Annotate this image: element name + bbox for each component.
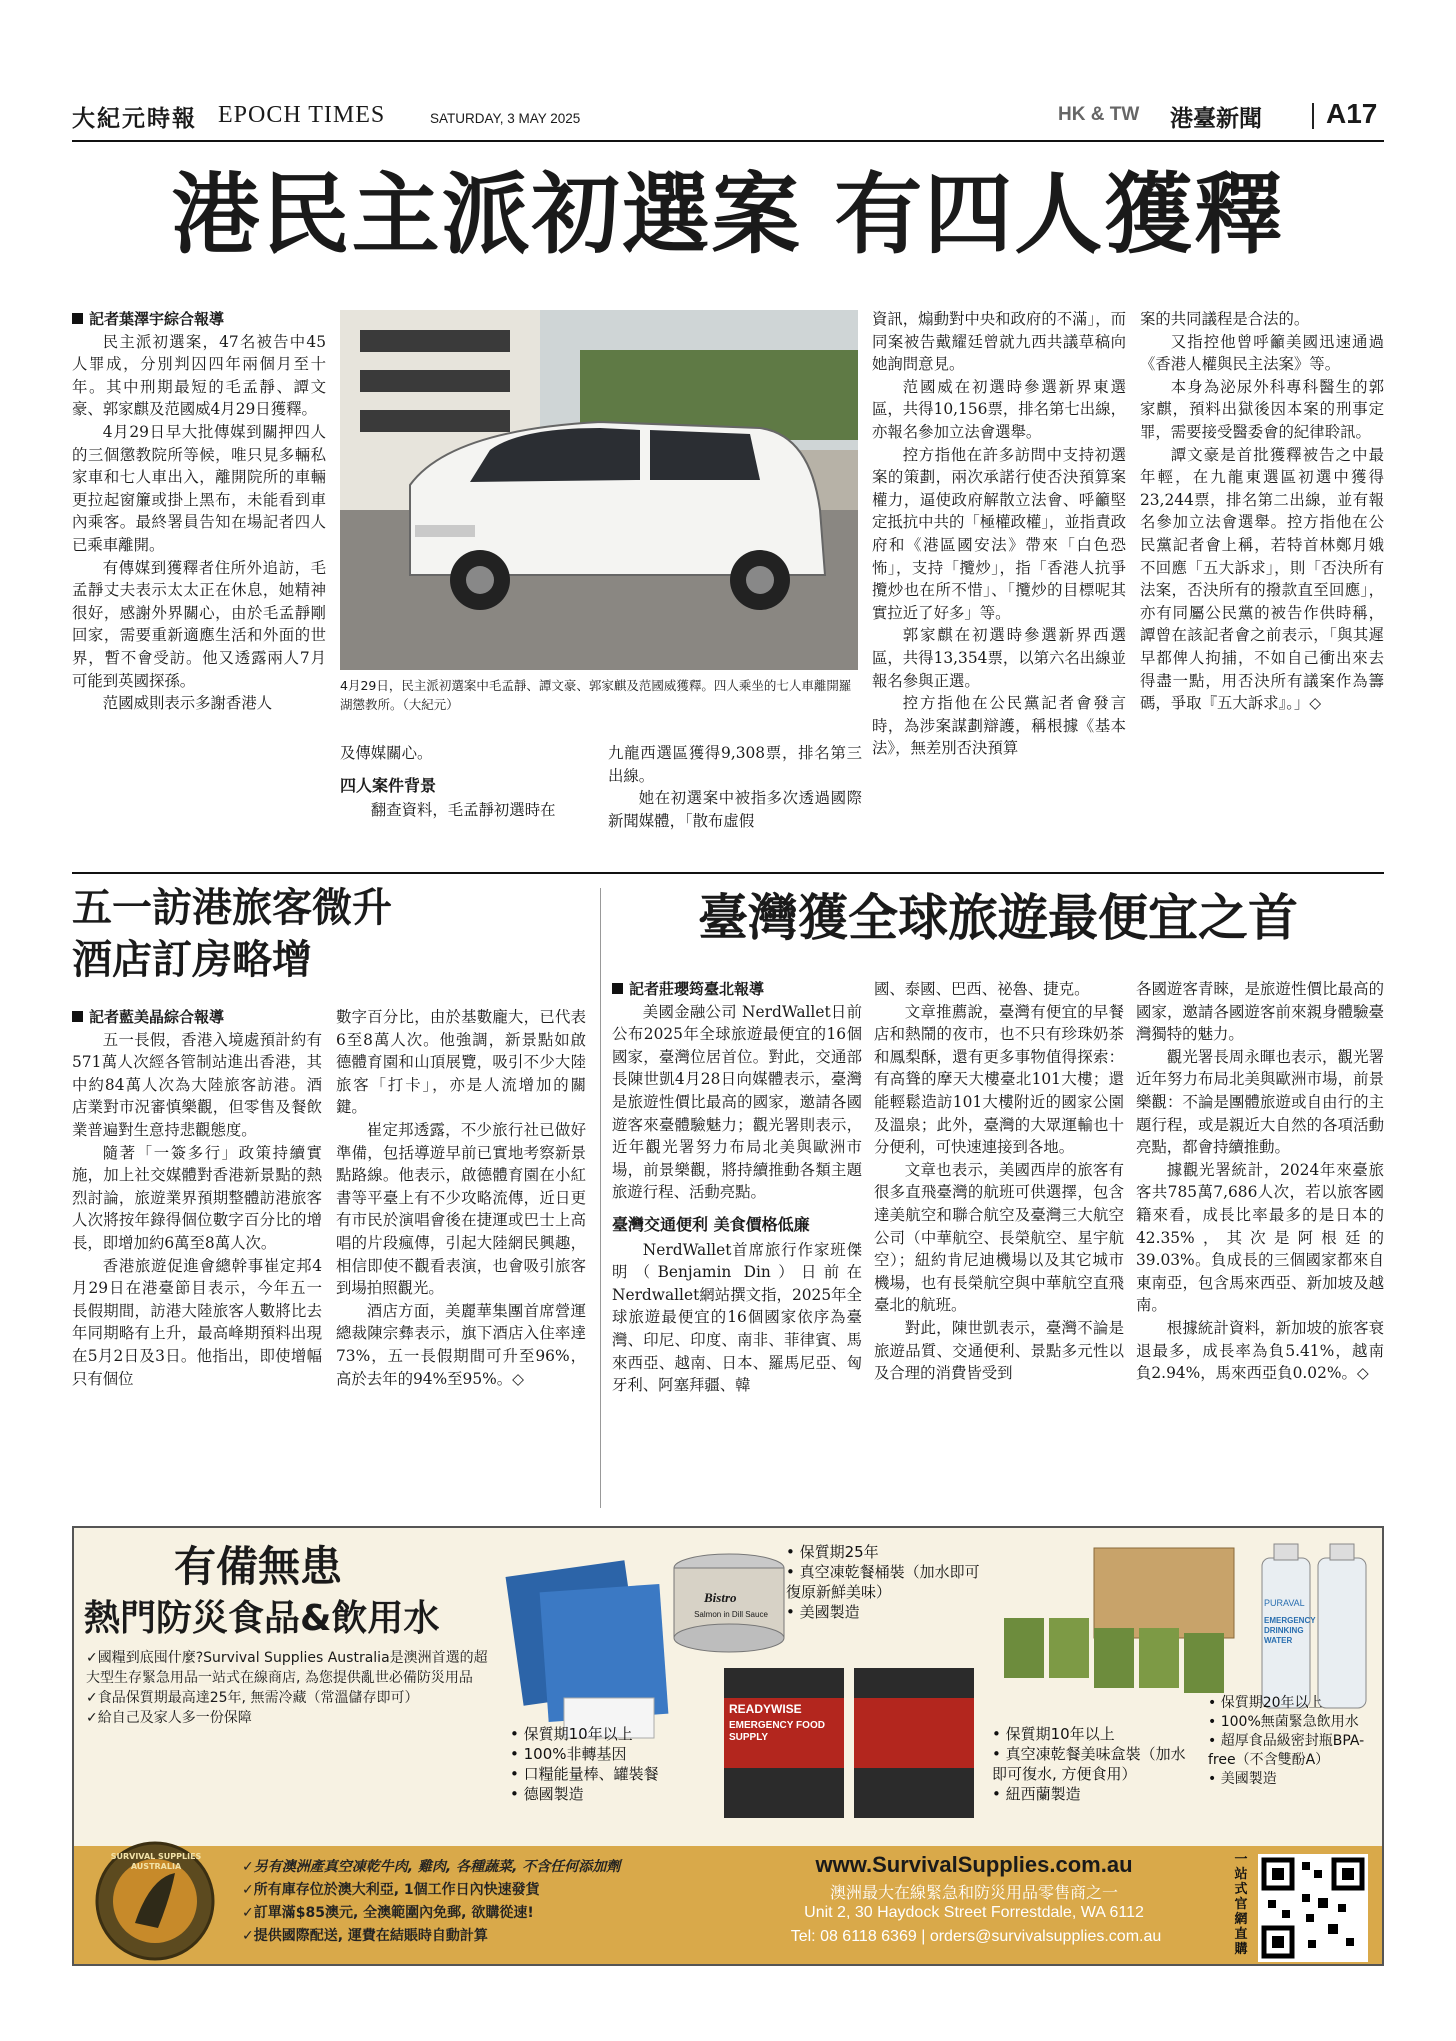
masthead-rule xyxy=(72,140,1384,142)
paragraph: 香港旅遊促進會總幹事崔定邦4月29日在港臺節目表示，今年五一長假期間，訪港大陸旅客人數將比去年同期略有上升，最高峰期預料出現在5月2日及3日。他指出，即使增幅只有個位 xyxy=(72,1256,322,1388)
bullet-item: • 100%無菌緊急飲用水 xyxy=(1208,1713,1380,1732)
paragraph: 范國威則表示多謝香港人 xyxy=(102,694,273,713)
article1-byline: 記者葉澤宇綜合報導 xyxy=(72,308,326,331)
bullet-item: • 超厚食品級密封瓶BPA-free（不含雙酚A） xyxy=(1208,1732,1380,1770)
article1-headline: 港民主派初選案 有四人獲釋 xyxy=(171,163,1285,266)
bullet-item: • 德國製造 xyxy=(510,1784,700,1804)
paragraph: 又指控他曾呼籲美國迅速通過《香港人權與民主法案》等。 xyxy=(1140,332,1384,374)
check-item: ✓國糧到底囤什麼?Survival Supplies Australia是澳洲首選的超大型生存緊急用品一站式在線商店, 為您提供亂世必備防災用品 xyxy=(86,1650,488,1686)
ad-address: Unit 2, 30 Haydock Street Forrestdale, WA 6112 xyxy=(804,1904,1144,1921)
article1-column-4 xyxy=(872,308,1126,760)
paragraph: 譚文豪是首批獲釋被告之中最年輕，在九龍東選區初選中獲得23,244票，排名第二出線，並有報名參加立法會選舉。控方指他在公民黨記者會上稱，若特首林鄭月娥不回應「五大訴求」，則「否決所有法案，否決所有的撥款直至回應」，亦有同屬公民黨的被告作供時稱，譚曾在該記者會之前表示，「與其遲早都俾人拘捕，不如自己衝出來去得盡一點，用否決所有議案作為籌碼，爭取『五大訴求』。」◇ xyxy=(1140,445,1384,713)
logo-text: SURVIVAL SUPPLIES AUSTRALIA xyxy=(110,1852,202,1871)
check-item: ✓提供國際配送, 運費在結賬時自動計算 xyxy=(242,1928,488,1944)
paragraph: 案的共同議程是合法的。 xyxy=(1140,310,1310,328)
ad-phone[interactable]: Tel: 08 6118 6369 xyxy=(790,1928,917,1945)
article2-headline-line1: 五一訪港旅客微升 xyxy=(72,885,392,931)
ad-bullets-c xyxy=(992,1724,1192,1804)
bullet-item: • 真空凍乾餐美味盒裝（加水即可復水, 方便食用） xyxy=(992,1744,1192,1784)
section-chinese: 港臺新聞 xyxy=(1170,106,1262,132)
section-divider xyxy=(1312,103,1314,129)
meal-pouches-box-image xyxy=(994,1538,1244,1718)
paragraph: 郭家麒在初選時參選新界西選區，共得13,354票，以第六名出線並報名參與正選。 xyxy=(872,626,1126,690)
logo-english: EPOCH TIMES xyxy=(218,102,386,128)
paragraph: 酒店方面，美麗華集團首席營運總裁陳宗彝表示，旗下酒店入住率達73%，五一長假期間可升至96%，高於去年的94%至95%。◇ xyxy=(336,1301,586,1388)
paragraph: 九龍西選區獲得9,308票，排名第三出線。 xyxy=(608,744,862,785)
photo-minivan-leaving-prison xyxy=(340,310,858,670)
paragraph: 各國遊客青睞，是旅遊性價比最高的國家，邀請各國遊客前來親身體驗臺灣獨特的魅力。 xyxy=(1136,980,1384,1044)
article1-column-5 xyxy=(1140,308,1384,715)
paragraph: 4月29日早大批傳媒到關押四人的三個懲教院所等候，唯只見多輛私家車和七人車出入，離開院所的車輛更拉起窗簾或掛上黑布，未能看到車內乘客。最終署員告知在場記者四人已乘車離開。 xyxy=(72,422,326,554)
paragraph: 范國威在初選時參選新界東選區，共得10,156票，排名第七出線，亦報名參加立法會選舉。 xyxy=(872,377,1126,441)
bullet-item: • 紐西蘭製造 xyxy=(992,1784,1192,1804)
paragraph: 國、泰國、巴西、祕魯、捷克。 xyxy=(874,980,1090,998)
check-item: ✓食品保質期最高達25年, 無需冷藏（常溫儲存即可） xyxy=(86,1690,419,1706)
article3-byline: 記者莊瓔筠臺北報導 xyxy=(612,978,862,1001)
bullet-item: • 真空凍乾餐桶裝（加水即可復原新鮮美味） xyxy=(786,1562,986,1602)
paragraph: 她在初選案中被指多次透過國際新聞媒體，「散布虛假 xyxy=(608,789,862,830)
paragraph: 五一長假，香港入境處預計約有571萬人次經各管制站進出香港，其中約84萬人次為大陸旅客訪港。酒店業對市況審慎樂觀，但零售及餐飲業普遍對生意持悲觀態度。 xyxy=(72,1030,322,1139)
can-brand: Bistro xyxy=(704,1590,737,1605)
ad-checklist-top xyxy=(86,1648,496,1728)
paragraph: 資訊，煽動對中央和政府的不滿」，而同案被告戴耀廷曾就九西共議草稿向她詢問意見。 xyxy=(872,310,1126,374)
paragraph: 控方指他在公民黨記者會發言時，為涉案謀劃辯護，稱根據《基本法》，無差別否決預算 xyxy=(872,694,1126,758)
article3-subhead: 臺灣交通便利 美食價格低廉 xyxy=(612,1214,810,1234)
bottle-brand: PURAVAL xyxy=(1264,1598,1305,1608)
ad-bullets-d xyxy=(1208,1694,1380,1789)
ad-email[interactable]: orders@survivalsupplies.com.au xyxy=(929,1928,1162,1945)
paragraph: 數字百分比，由於基數龐大，已代表6至8萬人次。他強調，新景點如啟德體育園和山頂展覽，吸引不少大陸旅客「打卡」，亦是人流增加的關鍵。 xyxy=(336,1008,586,1117)
check-item: ✓另有澳洲產真空凍乾牛肉, 雞肉, 各種蔬菜, 不含任何添加劑 xyxy=(242,1859,621,1875)
article2-byline: 記者藍美晶綜合報導 xyxy=(72,1006,322,1029)
article1-column-2 xyxy=(340,742,594,822)
paragraph: 文章也表示，美國西岸的旅客有很多直飛臺灣的航班可供選擇，包含達美航空和聯合航空及臺灣三大航空公司（中華航空、長榮航空、星宇航空）；紐約肯尼迪機場以及其它城市機場，也有長榮航空與中華航空直飛臺北的航班。 xyxy=(874,1160,1124,1315)
ad-title-2: 熱門防災食品&飲用水 xyxy=(84,1598,440,1639)
article1-column-3 xyxy=(608,742,862,832)
check-item: ✓訂單滿$85澳元, 全澳範圍內免郵, 欲購從速! xyxy=(242,1905,534,1921)
ad-bullets-b xyxy=(786,1542,986,1622)
ad-title-1: 有備無患 xyxy=(174,1542,343,1591)
article2-headline-line2: 酒店訂房略增 xyxy=(72,937,312,983)
paragraph: 控方指他在許多訪問中支持初選案的策劃，兩次承諾行使否決預算案權力，逼使政府解散立法會、呼籲堅定抵抗中共的「極權政權」，並指責政府和《港區國安法》帶來「白色恐怖」，支持「攬炒」，指「香港人抗爭攬炒也在所不惜」、「攬炒的目標呢其實拉近了好多」等。 xyxy=(872,445,1126,622)
article2-column-2 xyxy=(336,1006,586,1390)
paragraph: 及傳媒關心。 xyxy=(340,744,433,762)
ad-website[interactable]: www.SurvivalSupplies.com.au xyxy=(815,1852,1133,1877)
section-english: HK & TW xyxy=(1058,104,1140,125)
column-divider xyxy=(600,888,601,1508)
bullet-item: • 保質期10年以上 xyxy=(510,1724,700,1744)
paragraph: 對此，陳世凱表示，臺灣不論是旅遊品質、交通便利、景點多元性以及合理的消費皆受到 xyxy=(874,1318,1124,1383)
article3-column-2 xyxy=(874,978,1124,1385)
page-number: A17 xyxy=(1326,98,1378,129)
qr-code-icon[interactable] xyxy=(1258,1854,1368,1962)
issue-date: SATURDAY, 3 MAY 2025 xyxy=(430,111,581,126)
ad-tagline: 澳洲最大在線緊急和防災用品零售商之一 xyxy=(829,1883,1118,1902)
article1-column-1 xyxy=(72,308,326,715)
paragraph: 民主派初選案，47名被告中45人罪成，分別判囚四年兩個月至十年。其中刑期最短的毛孟靜、譚文豪、郭家麒及范國威4月29日獲釋。 xyxy=(72,332,326,419)
bullet-item: • 保質期10年以上 xyxy=(992,1724,1192,1744)
ad-contact xyxy=(746,1928,1206,1946)
bullet-item: • 美國製造 xyxy=(786,1602,986,1622)
paragraph: 根據統計資料，新加坡的旅客衰退最多，成長率為負5.41%，越南負2.94%，馬來西亞負0.02%。◇ xyxy=(1136,1318,1384,1383)
check-item: ✓給自己及家人多一份保障 xyxy=(86,1710,252,1726)
article2-column-1 xyxy=(72,1006,322,1390)
can-label: Salmon in Dill Sauce xyxy=(694,1610,768,1619)
contact-divider: | xyxy=(921,1928,930,1945)
bullet-item: • 100%非轉基因 xyxy=(510,1744,700,1764)
article3-headline: 臺灣獲全球旅遊最便宜之首 xyxy=(698,889,1298,947)
ad-bottom-band xyxy=(74,1846,1384,1966)
ad-bullets-a xyxy=(510,1724,700,1804)
section-rule xyxy=(72,872,1384,874)
article1-photo xyxy=(340,310,858,670)
article2-headline xyxy=(72,882,592,986)
masthead xyxy=(72,98,1384,138)
bullet-item: • 口糧能量棒、罐裝餐 xyxy=(510,1764,700,1784)
paragraph: 隨著「一簽多行」政策持續實施，加上社交媒體對香港新景點的熱烈討論，旅遊業界預期整體訪港旅客人次將按年錄得個位數字百分比的增長，即增加約6萬至8萬人次。 xyxy=(72,1143,322,1252)
ad-checklist-bottom xyxy=(242,1856,742,1948)
paragraph: 據觀光署統計，2024年來臺旅客共785萬7,686人次，若以旅客國籍來看，成長比率最多的是日本的42.35%，其次是阿根廷的39.03%。負成長的三個國家都來自東南亞，包含馬來西亞、新加坡及越南。 xyxy=(1136,1160,1384,1315)
bullet-item: • 美國製造 xyxy=(1208,1770,1380,1789)
paragraph: NerdWallet首席旅行作家班傑明（Benjamin Din）日前在Nerdwallet網站撰文指，2025年全球旅遊最便宜的16個國家依序為臺灣、印尼、印度、南非、菲律賓、馬來西亞、越南、日本、羅馬尼亞、匈牙利、阿塞拜疆、韓 xyxy=(612,1240,862,1395)
paragraph: 翻查資料，毛孟靜初選時在 xyxy=(370,801,556,820)
bullet-item: • 保質期20年以上 xyxy=(1208,1694,1380,1713)
bottle-label: EMERGENCY DRINKING WATER xyxy=(1264,1616,1316,1645)
paragraph: 文章推薦說，臺灣有便宜的早餐店和熱鬧的夜市，也不只有珍珠奶茶和鳳梨酥，還有更多事物值得探索：有高聳的摩天大樓臺北101大樓；還能輕鬆造訪101大樓附近的國家公園及溫泉；此外，臺灣的大眾運輸也十分便利，可快速連接到各地。 xyxy=(874,1002,1124,1157)
paragraph: 本身為泌尿外科專科醫生的郭家麒，預料出獄後因本案的刑事定罪，需要接受醫委會的紀律聆訊。 xyxy=(1140,377,1384,441)
paragraph: 有傳媒到獲釋者住所外追訪，毛孟靜丈夫表示太太正在休息，她精神很好，感謝外界關心，由於毛孟靜剛回家，需要重新適應生活和外面的世界，暫不會受訪。他又透露兩人7月可能到英國探孫。 xyxy=(72,558,326,690)
logo-chinese: 大紀元時報 xyxy=(72,105,197,132)
paragraph: 崔定邦透露，不少旅行社已做好準備，包括導遊早前已實地考察新景點路線。他表示，啟德體育園在小紅書等平臺上有不少攻略流傳，近日更有市民於演唱會後在捷運或巴士上高唱的片段瘋傳，引起大陸網民興趣，相信即使不觀看表演，也會吸引旅客到場拍照觀光。 xyxy=(336,1120,586,1298)
advertisement xyxy=(72,1526,1384,1966)
bucket-brand: READYWISE xyxy=(729,1702,802,1716)
article3-column-3 xyxy=(1136,978,1384,1385)
qr-label: 一站式官網直購 xyxy=(1234,1852,1248,1957)
bucket-label: EMERGENCY FOOD SUPPLY xyxy=(729,1720,825,1743)
check-item: ✓所有庫存位於澳大利亞, 1個工作日內快速發貨 xyxy=(242,1882,540,1898)
article1-subhead: 四人案件背景 xyxy=(340,775,437,795)
article1-photo-caption: 4月29日，民主派初選案中毛孟靜、譚文豪、郭家麒及范國威獲釋。四人乘坐的七人車離開羅湖懲教所。（大紀元） xyxy=(340,678,852,712)
bullet-item: • 保質期25年 xyxy=(786,1542,986,1562)
paragraph: 觀光署長周永暉也表示，觀光署近年努力布局北美與歐洲市場，前景樂觀：不論是團體旅遊或自由行的主題行程，或是親近大自然的各項活動亮點，都會持續推動。 xyxy=(1136,1047,1384,1157)
paragraph: 美國金融公司 NerdWallet日前公布2025年全球旅遊最便宜的16個國家，臺灣位居首位。對此，交通部長陳世凱4月28日向媒體表示，臺灣是旅遊性價比最高的國家，邀請各國遊客來臺體驗魅力；觀光署則表示，近年觀光署努力布局北美與歐洲市場，前景樂觀，將持續推動各類主題旅遊行程、活動亮點。 xyxy=(612,1002,862,1202)
article3-column-1 xyxy=(612,978,862,1397)
